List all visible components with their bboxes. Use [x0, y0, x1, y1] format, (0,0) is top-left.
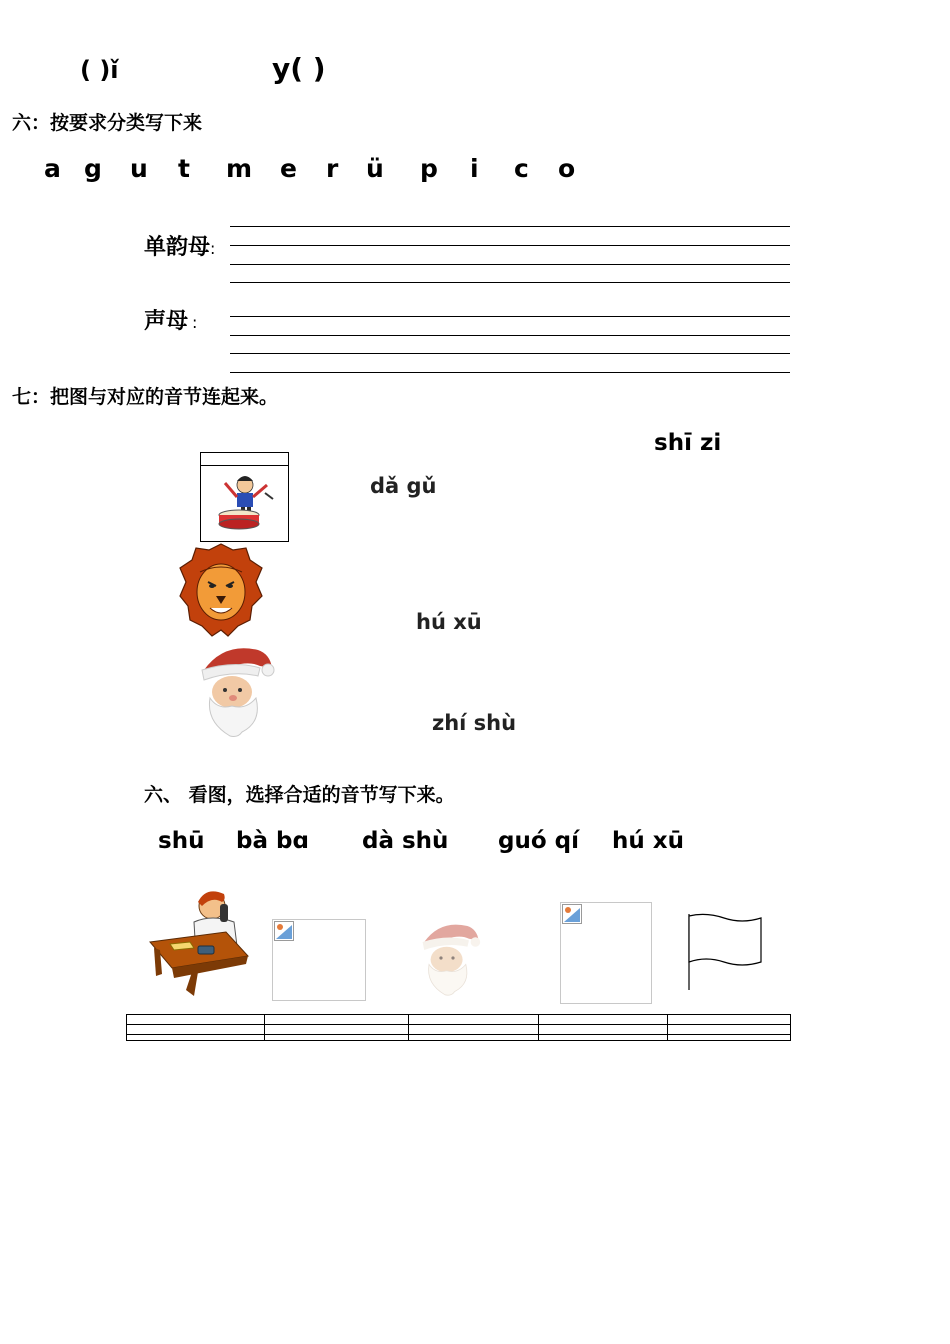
answer-cell[interactable] [265, 1025, 409, 1035]
answer-cell[interactable] [265, 1035, 409, 1041]
table-row [127, 1035, 791, 1041]
table-row [127, 1015, 791, 1025]
broken-image-placeholder [560, 902, 652, 1004]
answer-cell[interactable] [265, 1015, 409, 1025]
broken-image-icon [562, 904, 582, 924]
letter: a [44, 154, 61, 183]
santa-picture [194, 640, 276, 740]
writing-line [230, 282, 790, 283]
syllable-zhishu: zhí shù [432, 711, 517, 735]
answer-cell[interactable] [668, 1015, 791, 1025]
letter: r [326, 154, 339, 183]
answer-table [126, 1014, 791, 1041]
lion-picture [178, 542, 264, 638]
answer-cell[interactable] [539, 1025, 668, 1035]
answer-cell[interactable] [409, 1025, 539, 1035]
santa-small-picture [416, 918, 482, 998]
broken-image-icon [274, 921, 294, 941]
letter: e [280, 154, 297, 183]
writing-line [230, 264, 790, 265]
drummer-icon [201, 453, 288, 541]
writing-line [230, 226, 790, 227]
answer-cell[interactable] [127, 1025, 265, 1035]
section-6b-heading: 六、 看图，选择合适的音节写下来。 [144, 784, 455, 806]
section-7-heading: 七：把图与对应的音节连起来。 [12, 386, 279, 408]
letter: ü [366, 154, 384, 183]
letter: u [130, 154, 148, 183]
writing-line [230, 335, 790, 336]
fill-blank-2: y( ) [272, 52, 326, 85]
option-dashu: dà shù [362, 828, 449, 854]
letter: m [226, 154, 253, 183]
flag-picture [686, 910, 764, 992]
label-initial: 声母 : [144, 309, 198, 334]
answer-cell[interactable] [539, 1035, 668, 1041]
option-huxu: hú xū [612, 828, 684, 854]
letter: t [178, 154, 190, 183]
option-shu: shū [158, 828, 205, 854]
broken-image-placeholder [272, 919, 366, 1001]
writing-line [230, 372, 790, 373]
section-6-heading: 六：按要求分类写下来 [12, 112, 203, 134]
letter: g [84, 154, 102, 183]
label-vowel: 单韵母: [144, 235, 216, 260]
answer-cell[interactable] [409, 1035, 539, 1041]
answer-cell[interactable] [668, 1035, 791, 1041]
letter: c [514, 154, 529, 183]
father-on-phone-picture [146, 886, 250, 1000]
answer-cell[interactable] [668, 1025, 791, 1035]
syllable-shizi: shī zi [654, 430, 722, 456]
fill-blank-1: ( )ǐ [80, 56, 119, 84]
syllable-dagu: dǎ gǔ [370, 474, 437, 498]
letter: p [420, 154, 438, 183]
answer-cell[interactable] [127, 1035, 265, 1041]
letter: o [558, 154, 576, 183]
drummer-picture [200, 452, 289, 542]
answer-cell[interactable] [539, 1015, 668, 1025]
answer-cell[interactable] [127, 1015, 265, 1025]
letter: i [470, 154, 479, 183]
syllable-huxu: hú xū [416, 610, 482, 634]
writing-line [230, 353, 790, 354]
writing-line [230, 245, 790, 246]
option-baba: bà bɑ [236, 828, 309, 854]
answer-cell[interactable] [409, 1015, 539, 1025]
table-row [127, 1025, 791, 1035]
writing-line [230, 316, 790, 317]
option-guoqi: guó qí [498, 828, 579, 854]
